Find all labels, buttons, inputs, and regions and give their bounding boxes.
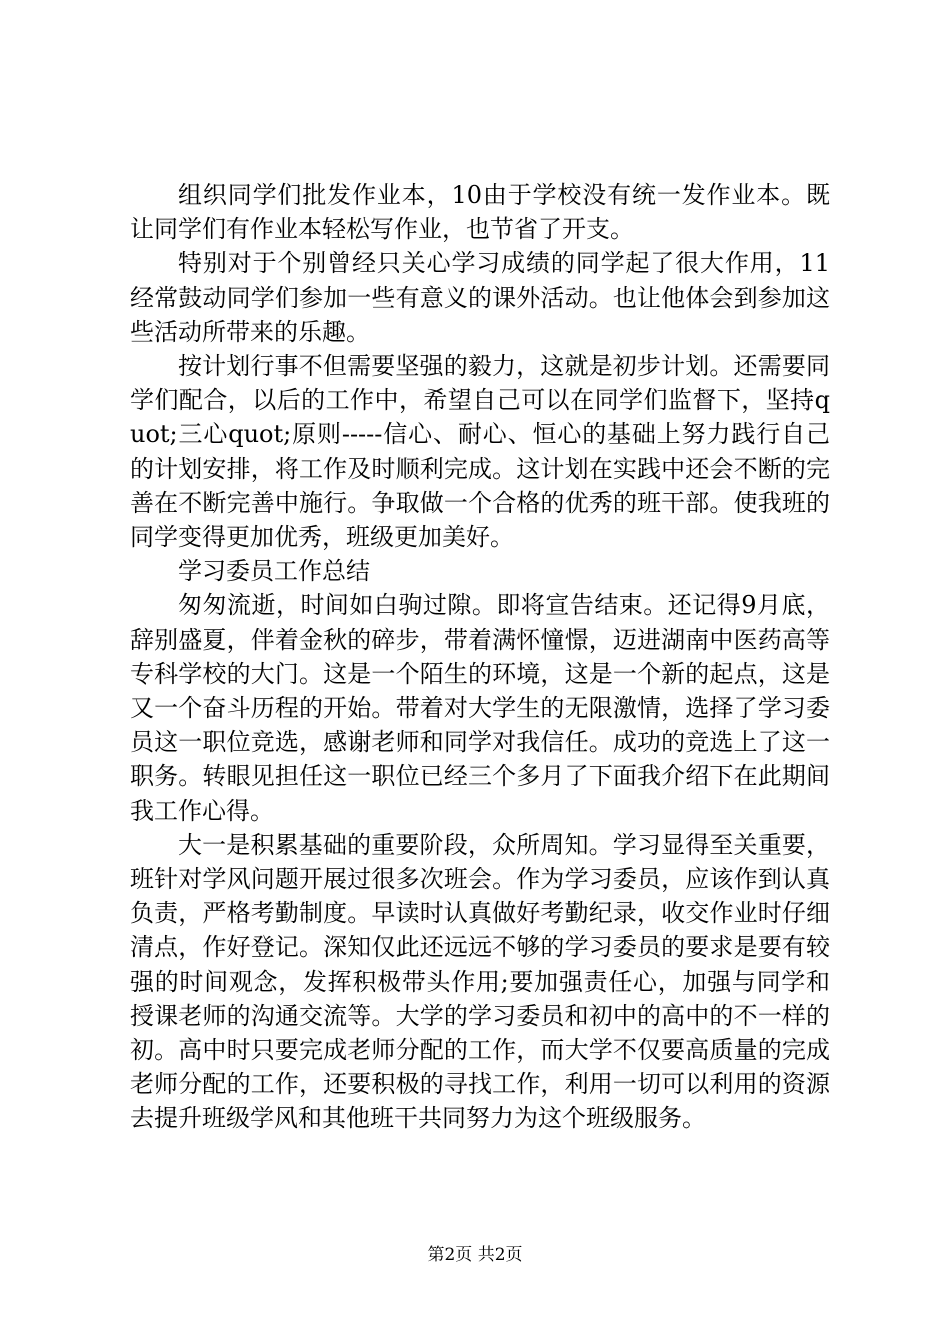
paragraph-2: 特别对于个别曾经只关心学习成绩的同学起了很大作用，11经常鼓动同学们参加一些有意义的课外活动。也让他体会到参加这些活动所带来的乐趣。	[130, 249, 830, 346]
page-footer: 第2页 共2页	[427, 1245, 523, 1265]
paragraph-4: 匆匆流逝，时间如白驹过隙。即将宣告结束。还记得9月底，辞别盛夏，伴着金秋的碎步，带着满怀憧憬，迈进湖南中医药高等专科学校的大门。这是一个陌生的环境，这是一个新的起点，这是又一个奋斗历程的开始。带着对大学生的无限激情，选择了学习委员这一职位竞选，感谢老师和同学对我信任。成功的竞选上了这一职务。转眼见担任这一职位已经三个多月了下面我介绍下在此期间我工作心得。	[130, 591, 830, 825]
section-heading: 学习委员工作总结	[178, 557, 370, 586]
paragraph-5: 大一是积累基础的重要阶段，众所周知。学习显得至关重要，班针对学风问题开展过很多次班会。作为学习委员，应该作到认真负责，严格考勤制度。早读时认真做好考勤纪录，收交作业时仔细清点，作好登记。深知仅此还远远不够的学习委员的要求是要有较强的时间观念，发挥积极带头作用;要加强责任心，加强与同学和授课老师的沟通交流等。大学的学习委员和初中的高中的不一样的初。高中时只要完成老师分配的工作，而大学不仅要高质量的完成老师分配的工作，还要积极的寻找工作，利用一切可以利用的资源去提升班级学风和其他班干共同努力为这个班级服务。	[130, 830, 830, 1133]
document-body	[130, 178, 830, 1136]
paragraph-1: 组织同学们批发作业本，10由于学校没有统一发作业本。既让同学们有作业本轻松写作业，也节省了开支。	[130, 181, 830, 244]
paragraph-3: 按计划行事不但需要坚强的毅力，这就是初步计划。还需要同学们配合，以后的工作中，希望自己可以在同学们监督下，坚持quot;三心quot;原则-----信心、耐心、恒心的基础上努力践行自己的计划安排，将工作及时顺利完成。这计划在实践中还会不断的完善在不断完善中施行。争取做一个合格的优秀的班干部。使我班的同学变得更加优秀，班级更加美好。	[130, 352, 830, 552]
